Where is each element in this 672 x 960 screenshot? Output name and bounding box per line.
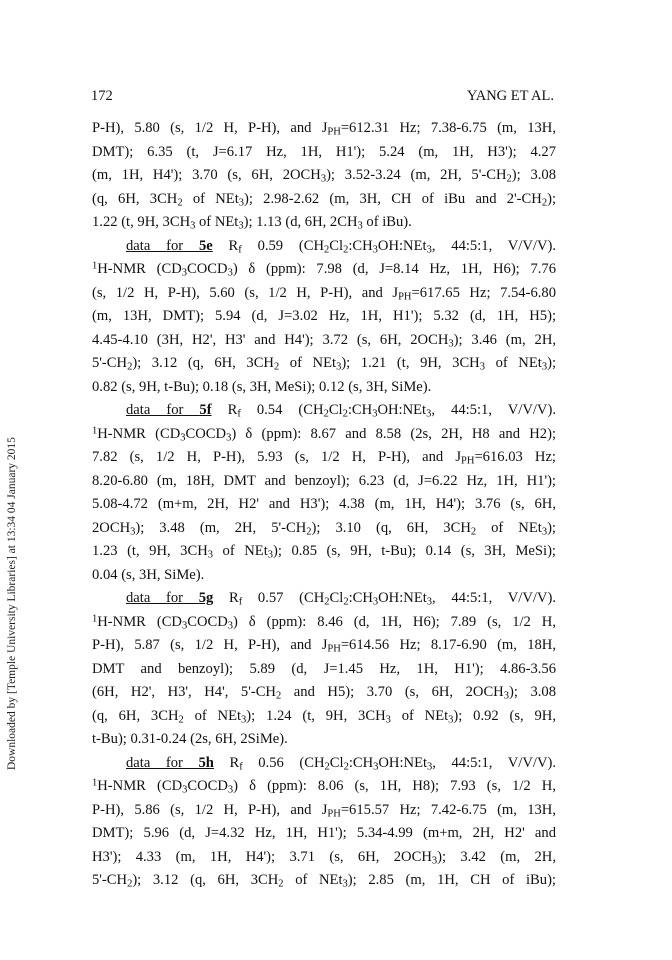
text-line: (m, 1H, H4'); 3.70 (s, 6H, $2OCH_3$); 3.52-3.24 (m, 2H, $5'-CH_2$); 3.08 xyxy=(92,167,556,185)
text-line: 0.04 (s, 3H, SiMe). xyxy=(92,566,205,583)
text-line: $^1$H-NMR $(CD_3COCD_3)$ δ (ppm): 8.06 (s, 1H, H8); 7.93 (s, 1/2 H, xyxy=(92,777,556,796)
text-line: DMT and benzoyl); 5.89 (d, J=1.45 Hz, 1H, H1'); 4.86-3.56 xyxy=(92,660,556,677)
text-line: 1.22 (t, 9H, $3CH_3$ of NEt$_3$); 1.13 (d, 6H, $2CH_3$ of iBu). xyxy=(92,214,412,232)
text-line: 7.82 (s, 1/2 H, P-H), 5.93 (s, 1/2 H, P-H), and $J_{PH}=616.03$ Hz; xyxy=(92,449,556,467)
text-line: 4.45-4.10 (3H, H2', H3' and H4'); 3.72 (s, 6H, $2OCH_3$); 3.46 (m, 2H, xyxy=(92,331,557,350)
text-line: 0.82 (s, 9H, t-Bu); 0.18 (s, 3H, MeSi); 0.12 (s, 3H, SiMe). xyxy=(92,378,432,395)
text-line: H3'); 4.33 (m, 1H, H4'); 3.71 (s, 6H, $2OCH_3$); 3.42 (m, 2H, xyxy=(92,848,556,867)
text-line: $^1$H-NMR $(CD_3COCD_3)$ δ (ppm): 8.46 (d, 1H, H6); 7.89 (s, 1/2 H, xyxy=(92,612,556,632)
text-line: P-H), 5.80 (s, 1/2 H, P-H), and $J_{PH}=612.31$ Hz; 7.38-6.75 (m, 13H, xyxy=(92,120,556,138)
text-line: $5'-CH_2$); 3.12 (q, 6H, $3CH_2$ of NEt$_3$); 2.85 (m, 1H, CH of iBu); xyxy=(92,872,556,890)
text-line: $2OCH_3$); 3.48 (m, 2H, $5'-CH_2$); 3.10 (q, 6H, $3CH_2$ of NEt$_3$); xyxy=(92,519,556,538)
text-line: $^1$H-NMR $(CD_3COCD_3)$ δ (ppm): 8.67 and 8.58 (2s, 2H, H8 and H2); xyxy=(92,424,556,444)
text-line: (m, 13H, DMT); 5.94 (d, J=3.02 Hz, 1H, H1'); 5.32 (d, 1H, H5); xyxy=(92,308,556,324)
page-number: 172 xyxy=(91,88,113,104)
download-notice: Downloaded by [Temple University Libraries] at 13:34 04 January 2015 xyxy=(6,437,18,770)
text-line: P-H), 5.87 (s, 1/2 H, P-H), and $J_{PH}=614.56$ Hz; 8.17-6.90 (m, 18H, xyxy=(92,637,556,655)
text-line: P-H), 5.86 (s, 1/2 H, P-H), and $J_{PH}=615.57$ Hz; 7.42-6.75 (m, 13H, xyxy=(92,801,556,820)
text-line: data for 5f $R_f$ 0.54 ($CH_2Cl_2:CH_3OH:NEt_3$, 44:5:1, V/V/V). xyxy=(126,402,556,420)
text-line: $5'-CH_2$); 3.12 (q, 6H, $3CH_2$ of NEt$_3$); 1.21 (t, 9H, $3CH_3$ of NEt$_3$); xyxy=(92,355,556,373)
text-line: 8.20-6.80 (m, 18H, DMT and benzoyl); 6.23 (d, J=6.22 Hz, 1H, H1'); xyxy=(92,472,556,489)
text-line: t-Bu); 0.31-0.24 (2s, 6H, 2SiMe). xyxy=(92,731,288,747)
text-line: $^1$H-NMR $(CD_3COCD_3)$ δ (ppm): 7.98 (d, J=8.14 Hz, 1H, H6); 7.76 xyxy=(92,260,556,279)
text-line: (6H, H2', H3', H4', $5'-CH_2$ and H5); 3.70 (s, 6H, $2OCH_3$); 3.08 xyxy=(92,684,556,702)
text-line: (q, 6H, $3CH_2$ of NEt$_3$); 2.98-2.62 (m, 3H, CH of iBu and $2'-CH_2$); xyxy=(92,190,556,209)
text-line: DMT); 6.35 (t, J=6.17 Hz, 1H, H1'); 5.24 (m, 1H, H3'); 4.27 xyxy=(92,143,556,160)
text-line: DMT); 5.96 (d, J=4.32 Hz, 1H, H1'); 5.34-4.99 (m+m, 2H, H2' and xyxy=(92,825,556,841)
text-line: (q, 6H, $3CH_2$ of NEt$_3$); 1.24 (t, 9H, $3CH_3$ of NEt$_3$); 0.92 (s, 9H, xyxy=(92,707,556,726)
text-line: 5.08-4.72 (m+m, 2H, H2' and H3'); 4.38 (m, 1H, H4'); 3.76 (s, 6H, xyxy=(92,496,556,512)
body-text xyxy=(92,117,556,893)
text-line: (s, 1/2 H, P-H), 5.60 (s, 1/2 H, P-H), and $J_{PH}=617.65$ Hz; 7.54-6.80 xyxy=(92,284,557,303)
running-head: YANG ET AL. xyxy=(466,88,554,104)
text-line: data for 5h $R_f$ 0.56 ($CH_2Cl_2:CH_3OH:NEt_3$, 44:5:1, V/V/V). xyxy=(126,754,556,773)
text-line: 1.23 (t, 9H, $3CH_3$ of NEt$_3$); 0.85 (s, 9H, t-Bu); 0.14 (s, 3H, MeSi); xyxy=(92,543,556,561)
text-line: data for 5e $R_f$ 0.59 ($CH_2Cl_2:CH_3OH:NEt_3$, 44:5:1, V/V/V). xyxy=(126,237,556,256)
text-line: data for 5g $R_f$ 0.57 ($CH_2Cl_2:CH_3OH:NEt_3$, 44:5:1, V/V/V). xyxy=(126,590,556,608)
